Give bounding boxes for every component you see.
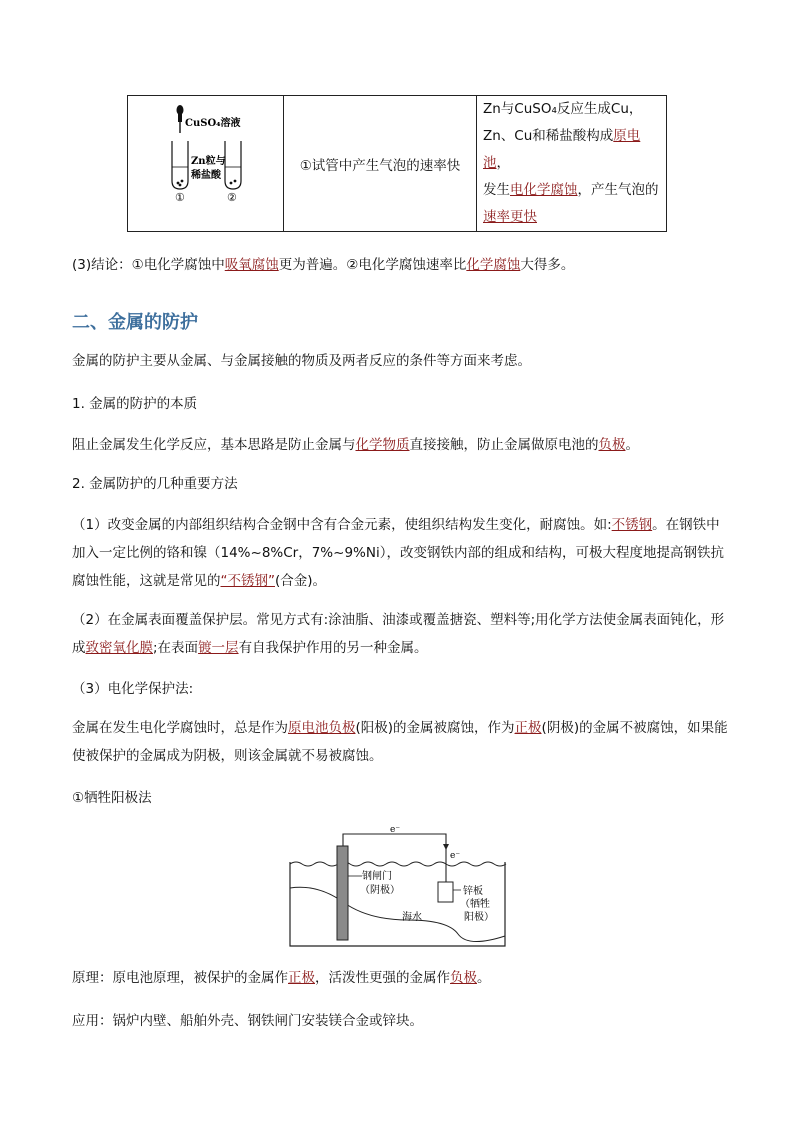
cathode-label: （阴极） <box>360 885 400 896</box>
explain-text: Zn、Cu和稀盐酸构成 <box>483 128 614 144</box>
answer-positive-electrode: 正极 <box>514 720 542 736</box>
seawater-label: 海水 <box>402 912 422 923</box>
explain-text: 发生 <box>483 182 510 198</box>
sacrificial-anode-diagram <box>288 824 508 948</box>
subsection-1-title: 1. 金属的防护的本质 <box>72 396 198 412</box>
answer-galvanic-cell: 原电池 <box>483 128 641 171</box>
answer-negative: 负极 <box>450 970 477 986</box>
body-text: 金属在发生电化学腐蚀时，总是作为 <box>72 720 288 736</box>
phenomenon-text: ①试管中产生气泡的速率快 <box>299 157 461 174</box>
electron-label-top: e⁻ <box>390 825 401 835</box>
conclusion-text: 更为普遍。②电化学腐蚀速率比 <box>278 257 467 273</box>
method-1 <box>72 511 732 595</box>
body-text: (阳极)的金属被腐蚀，作为 <box>355 720 515 736</box>
explain-text: ， <box>496 155 510 171</box>
body-text: （1）改变金属的内部组织结构合金钢中含有合金元素，使组织结构发生变化，耐腐蚀。如: <box>72 517 612 533</box>
tube-2-number: ② <box>227 191 237 204</box>
method-3-body <box>72 714 732 770</box>
answer-negative-electrode: 负极 <box>598 437 626 453</box>
answer-faster-rate: 速率更快 <box>483 209 537 225</box>
body-text: 直接接触，防止金属做原电池的 <box>409 437 599 453</box>
answer-positive: 正极 <box>288 970 315 986</box>
body-text: (阴极)的金属不被腐蚀，如果能使被保护的金属成为阴极，则该金属就不易被腐蚀。 <box>72 720 728 764</box>
answer-chemical-substance: 化学物质 <box>355 437 410 453</box>
method-2 <box>72 606 732 662</box>
explain-line-3 <box>483 177 666 204</box>
tube-1-number: ① <box>175 191 185 204</box>
answer-oxygen-corrosion: 吸氧腐蚀 <box>224 257 279 273</box>
body-text: 有自我保护作用的另一种金属。 <box>238 640 428 656</box>
body-text: 。 <box>477 970 491 986</box>
intro-text: 金属的防护主要从金属、与金属接触的物质及两者反应的条件等方面来考虑。 <box>72 353 531 369</box>
body-text: ，活泼性更强的金属作 <box>315 970 450 986</box>
body-text: (合金)。 <box>275 573 327 589</box>
sacrificial-anode-title: ①牺牲阳极法 <box>72 790 152 806</box>
body-text: 原理：原电池原理，被保护的金属作 <box>72 970 288 986</box>
electron-label-side: e⁻ <box>450 851 461 861</box>
answer-chemical-corrosion: 化学腐蚀 <box>466 257 521 273</box>
conclusion-text: 大得多。 <box>520 257 575 273</box>
explanation-cell <box>477 96 667 232</box>
anode-label: 阳极） <box>464 912 494 923</box>
explain-line-4 <box>483 204 666 231</box>
apparatus-cell <box>128 96 284 232</box>
body-text: 。在钢铁中加入一定比例的铬和镍（14%~8%Cr，7%~9%Ni），改变钢铁内部的组成和结构，可极大程度地提高钢铁抗腐蚀性能，这就是常见的 <box>72 517 724 589</box>
principle <box>72 968 734 988</box>
answer-cell-negative: 原电池负极 <box>288 720 356 736</box>
conclusion <box>72 255 734 275</box>
explain-line-1: Zn与CuSO₄反应生成Cu， <box>483 101 643 117</box>
reagent-label: CuSO₄溶液 <box>185 118 241 129</box>
conclusion-text: (3)结论：①电化学腐蚀中 <box>72 257 225 273</box>
answer-electrochemical-corrosion: 电化学腐蚀 <box>510 182 578 198</box>
sacrificial-label: （牺牲 <box>460 899 490 910</box>
explain-text: ，产生气泡的 <box>577 182 659 198</box>
subsection-2-title: 2. 金属防护的几种重要方法 <box>72 476 238 492</box>
subsection-1-body <box>72 435 734 455</box>
explain-line-2 <box>483 123 666 177</box>
tube-label-2: 稀盐酸 <box>191 170 221 181</box>
body-text: 阻止金属发生化学反应，基本思路是防止金属与 <box>72 437 356 453</box>
test-tube-figure <box>128 101 283 222</box>
experiment-table <box>127 95 667 232</box>
method-3-title: （3）电化学保护法: <box>72 681 194 697</box>
answer-oxide-film: 致密氧化膜 <box>85 640 153 656</box>
body-text: ;在表面 <box>153 640 199 656</box>
body-text: （2）在金属表面覆盖保护层。常见方式有:涂油脂、油漆或覆盖搪瓷、塑料等;用化学方法使金属表面钝化，形成 <box>72 612 725 656</box>
tube-label-1: Zn粒与 <box>191 156 226 167</box>
answer-stainless-steel: 不锈钢 <box>611 517 653 533</box>
application: 应用：锅炉内壁、船舶外壳、钢铁闸门安装镁合金或锌块。 <box>72 1013 423 1029</box>
answer-plating-layer: 镀一层 <box>198 640 239 656</box>
steel-gate-label: 钢闸门 <box>362 871 392 882</box>
body-text: 。 <box>625 437 639 453</box>
zinc-plate-label: 锌板 <box>463 886 483 897</box>
section-title: 二、金属的防护 <box>72 312 198 333</box>
phenomenon-cell <box>284 96 477 232</box>
answer-stainless-steel-quoted: “不锈钢” <box>220 573 275 589</box>
